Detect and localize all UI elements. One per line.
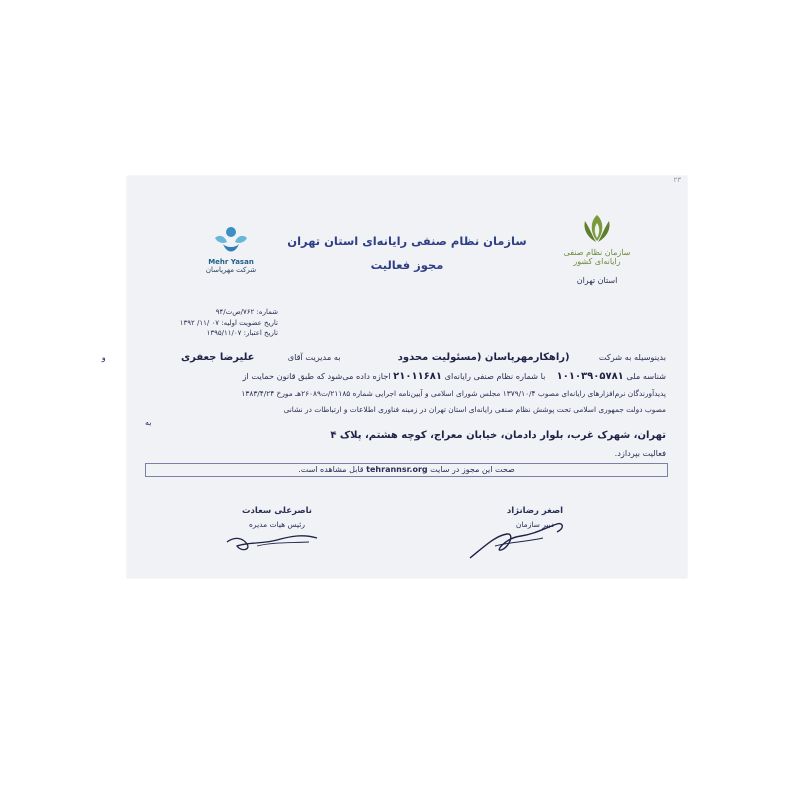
body-line-closing: فعالیت بپردازد.: [614, 448, 666, 458]
manager-name: علیرضا جعفری: [180, 352, 255, 363]
lotus-emblem-icon: [577, 211, 617, 247]
body-line-id: [145, 371, 666, 382]
body-line-address: [145, 430, 666, 441]
mehr-yasan-logo-icon: [209, 224, 253, 256]
license-number: شماره: ۷۶۲/ص‌ت/۹۴: [215, 308, 278, 316]
organization-province: استان تهران: [576, 276, 618, 285]
membership-number: ۲۱۰۱۱۶۸۱: [393, 371, 442, 382]
organization-title: سازمان نظام صنفی رایانه‌ای استان تهران: [287, 234, 527, 248]
validity-date: تاریخ اعتبار: ۱۳۹۵/۱۱/۰۷: [206, 329, 278, 337]
organization-logo: [557, 211, 637, 301]
company-brand-fa: شرکت مهرپاسان: [205, 266, 257, 274]
national-id: ۱۰۱۰۳۹۰۵۷۸۱: [556, 371, 624, 382]
verify-site-link[interactable]: tehrannsr.org: [366, 465, 428, 474]
company-name: (راهکارمهرپاسان (مسئولیت محدود: [397, 352, 570, 363]
secretary-name: اصغر رضانژاد: [506, 506, 564, 516]
organization-logo-text: سازمان نظام صنفی رایانه‌ای کشور: [563, 248, 631, 266]
secretary-signature-block: [480, 506, 590, 529]
body-line-company: [101, 352, 666, 363]
company-brand-en: Mehr Yasan: [208, 258, 254, 266]
verification-note: [145, 463, 668, 477]
manager-label: به مدیریت آقای: [287, 352, 341, 362]
document-header: [277, 234, 537, 272]
first-membership-date: تاریخ عضویت اولیه: ۰۷ /۱۱/ ۱۳۹۲: [179, 318, 278, 327]
chairman-name: ناصرعلی سعادت: [242, 506, 312, 516]
license-document: [101, 176, 687, 578]
secretary-role: دبیر سازمان: [515, 520, 555, 529]
company-prefix: بدینوسیله به شرکت: [598, 352, 666, 362]
coverage-text: مصوب دولت جمهوری اسلامی تحت پوشش نظام صنفی رایانه‌ای استان تهران در زمینه فناوری اطلاعات و ارتباطات در نشانی: [283, 405, 666, 414]
body-to: به: [145, 418, 152, 427]
verify-prefix: صحت این مجوز در سایت: [430, 465, 515, 474]
body-line-coverage: [145, 405, 666, 414]
address: تهران، شهرک غرب، بلوار دادمان، خیابان معراج، کوچه هشتم، پلاک ۴: [330, 430, 666, 441]
document-meta: [178, 307, 278, 339]
company-logo: [197, 224, 265, 274]
membership-label: با شماره نظام صنفی رایانه‌ای: [444, 371, 546, 381]
national-id-label: شناسه ملی: [626, 371, 666, 381]
chairman-signature-icon: [217, 512, 327, 557]
document-title: مجوز فعالیت: [370, 258, 444, 272]
secretary-signature-icon: [465, 516, 575, 566]
chairman-signature-block: [222, 506, 332, 529]
verify-suffix: قابل مشاهده است.: [298, 465, 364, 474]
conjunction: و: [101, 352, 106, 362]
page-number: ۲۳: [673, 176, 681, 184]
permission-text: اجازه داده می‌شود که طبق قانون حمایت از: [242, 371, 391, 381]
chairman-role: رئیس هیات مدیره: [249, 520, 305, 529]
law-text: پدیدآورندگان نرم‌افزارهای رایانه‌ای مصوب ۱۳۷۹/۱۰/۴ مجلس شورای اسلامی و آیین‌نامه اجرایی شماره ۲۱۱۸۵/ت۲۶۰۸۹هـ مورخ ۱۳۸۳/۴/۲۴: [241, 389, 666, 398]
body-line-law: [145, 389, 666, 398]
